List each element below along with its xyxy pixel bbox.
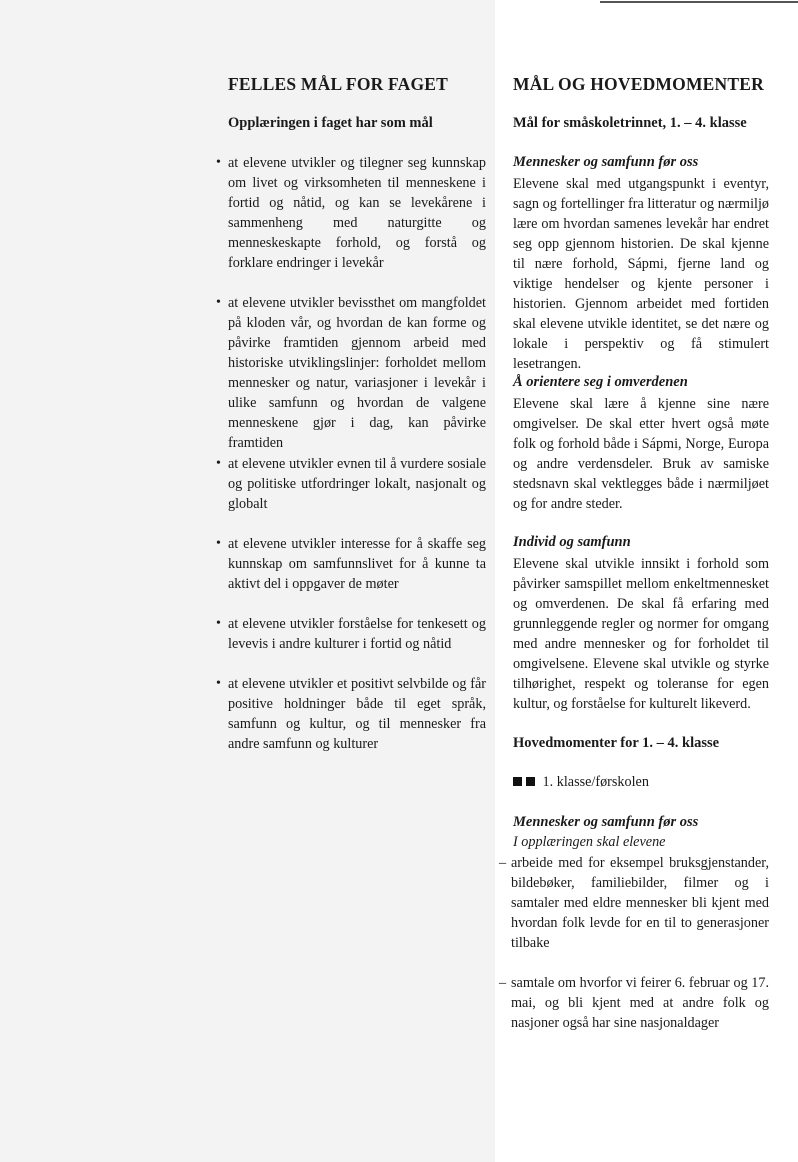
bullet-dot: • — [216, 536, 221, 551]
bullet-dot: • — [216, 155, 221, 170]
square-bullet-icon — [526, 777, 535, 786]
goal-text: at elevene utvikler og tilegner seg kunnskap om livet og virksomheten til menneskene i fortid og nåtid, og kan se levekårene i sammenheng med naturgitte og menneskeskapte forhold, og forstå og forklare endringer i levekår — [228, 155, 486, 271]
goal-text: at elevene utvikler et positivt selvbilde og får positive holdninger både til eget språk, samfunn og kultur, og til mennesker fra andre samfunn og kulturer — [228, 676, 486, 752]
goal-text: at elevene utvikler interesse for å skaffe seg kunnskap om samfunnslivet for å kunne ta aktivt del i oppgaver de møter — [228, 536, 486, 592]
right-heading: MÅL OG HOVEDMOMENTER — [513, 74, 764, 94]
moment-text: arbeide med for eksempel bruksgjenstander, bildebøker, familiebilder, filmer og i samtaler med eldre mennesker bli kjent med hvordan folk levde for en til to generasjoner tilbake — [511, 855, 769, 951]
dash-marker: – — [499, 855, 507, 871]
section-text: Elevene skal utvikle innsikt i forhold som påvirker samspillet mellom enkeltmennesket og omverdenen. De skal få erfaring med grunnleggende regler og normer for omgang med andre mennesker og for forholdet til omgivelsene. Elevene skal utvikle og styrke tilhørighet, respekt og toleranse for egen kultur, og forståelse for kulturelt likeverd. — [513, 556, 769, 712]
goal-bullet — [216, 534, 486, 594]
goal-text: at elevene utvikler forståelse for tenkesett og levevis i andre kulturer i fortid og nåtid — [228, 616, 486, 652]
left-subheading: Opplæringen i faget har som mål — [228, 115, 433, 131]
dash-marker: – — [499, 975, 507, 991]
goal-text: at elevene utvikler evnen til å vurdere sosiale og politiske utfordringer lokalt, nasjonalt og globalt — [228, 456, 486, 512]
section-text: Elevene skal lære å kjenne sine nære omgivelser. De skal etter hvert også møte folk og forhold både i Sápmi, Norge, Europa og andre verdensdeler. Bruk av samiske stedsnavn skal vektlegges både i nærmiljøet og for andre steder. — [513, 396, 769, 512]
left-heading: FELLES MÅL FOR FAGET — [228, 74, 449, 94]
bullet-dot: • — [216, 456, 221, 471]
moment-item — [499, 853, 769, 953]
bullet-dot: • — [216, 616, 221, 631]
goal-text: at elevene utvikler bevissthet om mangfoldet på kloden vår, og hvordan de kan forme og påvirke framtiden gjennom arbeid med historiske utviklingslinjer: forholdet mellom mennesker og natur, variasjoner i levekår i ulike samfunn og hvordan de valgene menneskene gjør i dag, kan påvirke framtiden — [228, 295, 486, 451]
square-bullet-icon — [513, 777, 522, 786]
moment-item — [499, 973, 769, 1033]
level-label: 1. klasse/førskolen — [542, 774, 649, 790]
level-marker — [513, 774, 649, 791]
bullet-dot: • — [216, 295, 221, 310]
goal-bullet — [216, 153, 486, 273]
section-title: Individ og samfunn — [513, 534, 631, 550]
subsection-title: Mennesker og samfunn før oss — [513, 814, 699, 830]
subsection-intro: I opplæringen skal elevene — [513, 834, 666, 850]
section-title: Mennesker og samfunn før oss — [513, 154, 699, 170]
goal-bullet — [216, 293, 486, 453]
top-edge-rule — [600, 1, 798, 3]
bullet-dot: • — [216, 676, 221, 691]
section-text: Elevene skal med utgangspunkt i eventyr, sagn og fortellinger fra litteratur og nærmiljø lære om hvordan samenes levekår har endret seg opp gjennom historien. De skal kjenne til nære forhold, Sápmi, fjerne land og viktige hendelser og kjente personer i historien. Gjennom arbeidet med fortiden skal elevene utvikle identitet, se det nære og lokale i perspektiv og få stimulert lesetrangen. — [513, 176, 769, 372]
moment-text: samtale om hvorfor vi feirer 6. februar og 17. mai, og bli kjent med at andre folk og nasjoner også har sine nasjonaldager — [511, 975, 769, 1031]
right-subheading: Mål for småskoletrinnet, 1. – 4. klasse — [513, 115, 747, 131]
goal-bullet — [216, 454, 486, 514]
goal-bullet — [216, 674, 486, 754]
goal-bullet — [216, 614, 486, 654]
hovedmomenter-heading: Hovedmomenter for 1. – 4. klasse — [513, 735, 720, 751]
section-title: Å orientere seg i omverdenen — [513, 374, 688, 390]
